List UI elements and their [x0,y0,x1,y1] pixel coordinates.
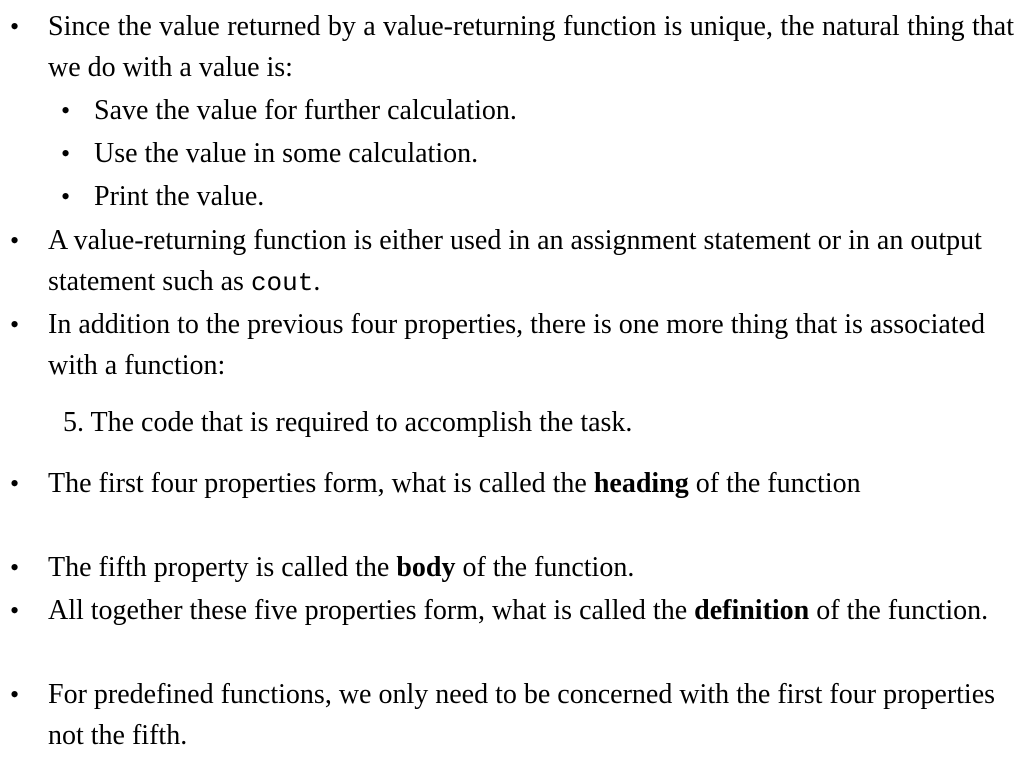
term-body: body [396,552,456,583]
bullet-icon: • [10,469,20,498]
item-text: Since the value returned by a value-returning function is unique, the natural thing that we do with a value is: [48,11,1014,83]
item-text: Use the value in some calculation. [94,138,479,169]
item-text: Print the value. [94,181,265,212]
sub-bullet-item-use [61,133,994,174]
bullet-icon: • [61,139,71,168]
item-text-end: of the function [688,468,861,499]
sub-bullet-item-print [61,176,994,217]
sub-bullet-item-save [61,90,994,131]
item-text-end: of the function. [455,552,635,583]
item-text: The fifth property is called the [48,552,397,583]
item-text: The first four properties form, what is called the [48,468,594,499]
item-text: Save the value for further calculation. [94,95,517,126]
item-text: For predefined functions, we only need to be concerned with the first four properties not the fifth. [48,679,996,751]
term-heading: heading [593,468,689,499]
item-text-end: of the function. [809,595,989,626]
bullet-item-assignment-output [10,220,1014,304]
bullet-item-body [10,547,1014,588]
item-text: 5. The code that is required to accomplish the task. [63,407,633,438]
bullet-icon: • [61,96,71,125]
bullet-icon: • [10,553,20,582]
bullet-item-definition [10,590,1014,631]
bullet-icon: • [61,182,71,211]
bullet-item-unique-value [10,6,1014,88]
item-text: A value-returning function is either used in an assignment statement or in an output statement such as [48,225,982,297]
bullet-icon: • [10,12,20,41]
bullet-icon: • [10,310,20,339]
numbered-item-5 [63,402,993,443]
item-text: In addition to the previous four properties, there is one more thing that is associated with a function: [48,309,985,381]
bullet-icon: • [10,596,20,625]
term-definition: definition [694,595,810,626]
bullet-icon: • [10,226,20,255]
bullet-item-one-more-thing [10,304,1014,386]
bullet-item-predefined [10,674,1014,756]
bullet-item-heading [10,463,1014,504]
code-cout: cout [250,268,314,298]
item-text: All together these five properties form, what is called the [48,595,695,626]
item-text-end: . [313,266,321,297]
bullet-icon: • [10,680,20,709]
